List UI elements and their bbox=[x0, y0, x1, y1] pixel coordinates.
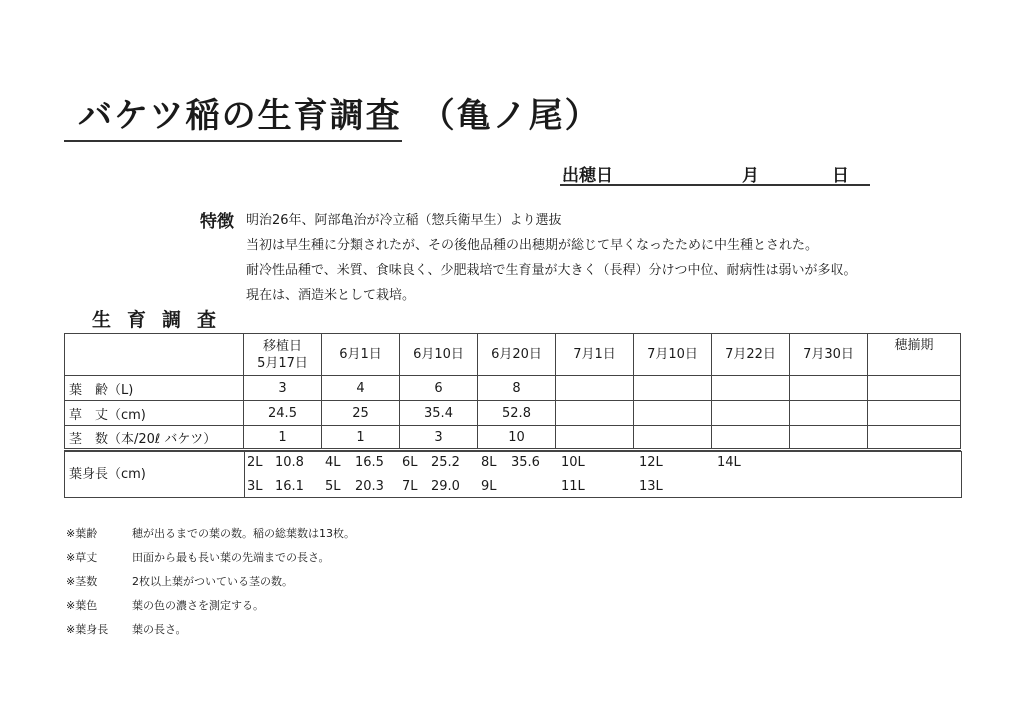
note-desc: 葉の長さ。 bbox=[132, 623, 187, 636]
table-cell bbox=[712, 426, 790, 450]
leaf-name: 12L bbox=[639, 455, 663, 470]
leaf-name: 9L bbox=[481, 479, 497, 494]
table-cell bbox=[790, 401, 868, 426]
table-row-stem-count bbox=[65, 426, 961, 450]
header-cell-heading-stage: 穂揃期 bbox=[868, 334, 961, 376]
note-term: ※茎数 bbox=[66, 575, 98, 588]
table-cell bbox=[790, 376, 868, 401]
table-cell: 10 bbox=[478, 426, 556, 450]
header-cell-transplant bbox=[244, 334, 322, 376]
header-transplant-date: 5月17日 bbox=[257, 355, 308, 371]
leaf-name: 2L bbox=[247, 455, 263, 470]
table-cell: 4 bbox=[322, 376, 400, 401]
leaf-value: 10.8 bbox=[275, 455, 304, 470]
header-cell: 7月22日 bbox=[712, 334, 790, 376]
leaf-name: 13L bbox=[639, 479, 663, 494]
header-cell: 7月30日 bbox=[790, 334, 868, 376]
table-cell: 1 bbox=[322, 426, 400, 450]
leaf-name: 4L bbox=[325, 455, 341, 470]
leaf-name: 3L bbox=[247, 479, 263, 494]
leaf-name: 6L bbox=[402, 455, 418, 470]
table-cell bbox=[634, 376, 712, 401]
header-cell: 7月10日 bbox=[634, 334, 712, 376]
table-cell bbox=[868, 401, 961, 426]
leaf-value: 35.6 bbox=[511, 455, 540, 470]
table-header-row bbox=[65, 334, 961, 376]
table-cell bbox=[634, 426, 712, 450]
features-line-3: 耐冷性品種で、米質、食味良く、少肥栽培で生育量が大きく（長稈）分けつ中位、耐病性は弱いが多収。 bbox=[246, 263, 857, 278]
header-transplant-label: 移植日 bbox=[262, 338, 302, 354]
leaf-value: 25.2 bbox=[431, 455, 460, 470]
table-cell: 52.8 bbox=[478, 401, 556, 426]
leaf-length-label: 葉身長（cm) bbox=[69, 452, 245, 497]
table-cell: 8 bbox=[478, 376, 556, 401]
note-term: ※葉身長 bbox=[66, 623, 109, 636]
note-desc: 穂が出るまでの葉の数。稲の総葉数は13枚。 bbox=[132, 527, 355, 540]
row-label: 茎 数（本/20ℓ バケツ） bbox=[65, 426, 244, 450]
note-desc: 2枚以上葉がついている茎の数。 bbox=[132, 575, 293, 588]
header-cell: 6月10日 bbox=[400, 334, 478, 376]
table-cell: 25 bbox=[322, 401, 400, 426]
table-cell bbox=[868, 426, 961, 450]
leaf-length-box bbox=[64, 451, 962, 498]
header-corner-cell bbox=[65, 334, 244, 376]
table-cell bbox=[634, 401, 712, 426]
features-line-4: 現在は、酒造米として栽培。 bbox=[246, 288, 416, 303]
note-term: ※草丈 bbox=[66, 551, 98, 564]
heading-label: 出穂日 bbox=[562, 166, 613, 186]
row-label: 葉 齢（L) bbox=[65, 376, 244, 401]
table-cell bbox=[556, 401, 634, 426]
leaf-value: 20.3 bbox=[355, 479, 384, 494]
leaf-name: 7L bbox=[402, 479, 418, 494]
table-cell: 24.5 bbox=[244, 401, 322, 426]
table-row-plant-height bbox=[65, 401, 961, 426]
row-label: 草 丈（cm) bbox=[65, 401, 244, 426]
note-term: ※葉齢 bbox=[66, 527, 98, 540]
leaf-name: 11L bbox=[561, 479, 585, 494]
table-row-leaf-age bbox=[65, 376, 961, 401]
growth-survey-table bbox=[64, 333, 961, 451]
features-line-2: 当初は早生種に分類されたが、その後他品種の出穂期が総じて早くなったために中生種とされた。 bbox=[246, 238, 819, 253]
survey-heading: 生育調査 bbox=[92, 309, 233, 331]
table-cell: 3 bbox=[400, 426, 478, 450]
header-cell: 6月20日 bbox=[478, 334, 556, 376]
table-cell bbox=[712, 401, 790, 426]
note-desc: 葉の色の濃さを測定する。 bbox=[132, 599, 264, 612]
note-desc: 田面から最も長い葉の先端までの長さ。 bbox=[132, 551, 330, 564]
table-cell: 3 bbox=[244, 376, 322, 401]
leaf-name: 14L bbox=[717, 455, 741, 470]
note-term: ※葉色 bbox=[66, 599, 98, 612]
heading-date-field bbox=[560, 160, 870, 186]
features-line-1: 明治26年、阿部亀治が冷立稲（惣兵衛早生）より選抜 bbox=[246, 213, 562, 228]
title-underline bbox=[64, 140, 402, 142]
leaf-value: 16.1 bbox=[275, 479, 304, 494]
leaf-name: 10L bbox=[561, 455, 585, 470]
heading-month-label: 月 bbox=[742, 166, 759, 186]
leaf-value: 16.5 bbox=[355, 455, 384, 470]
table-cell bbox=[556, 426, 634, 450]
header-cell: 7月1日 bbox=[556, 334, 634, 376]
leaf-name: 5L bbox=[325, 479, 341, 494]
table-cell bbox=[868, 376, 961, 401]
features-label: 特徴 bbox=[200, 212, 234, 232]
table-cell bbox=[556, 376, 634, 401]
heading-day-label: 日 bbox=[832, 166, 849, 186]
table-cell bbox=[712, 376, 790, 401]
table-cell: 1 bbox=[244, 426, 322, 450]
leaf-name: 8L bbox=[481, 455, 497, 470]
table-cell bbox=[790, 426, 868, 450]
table-cell: 35.4 bbox=[400, 401, 478, 426]
header-cell: 6月1日 bbox=[322, 334, 400, 376]
page-title: バケツ稲の生育調査 （亀ノ尾） bbox=[78, 96, 601, 136]
table-cell: 6 bbox=[400, 376, 478, 401]
leaf-value: 29.0 bbox=[431, 479, 460, 494]
